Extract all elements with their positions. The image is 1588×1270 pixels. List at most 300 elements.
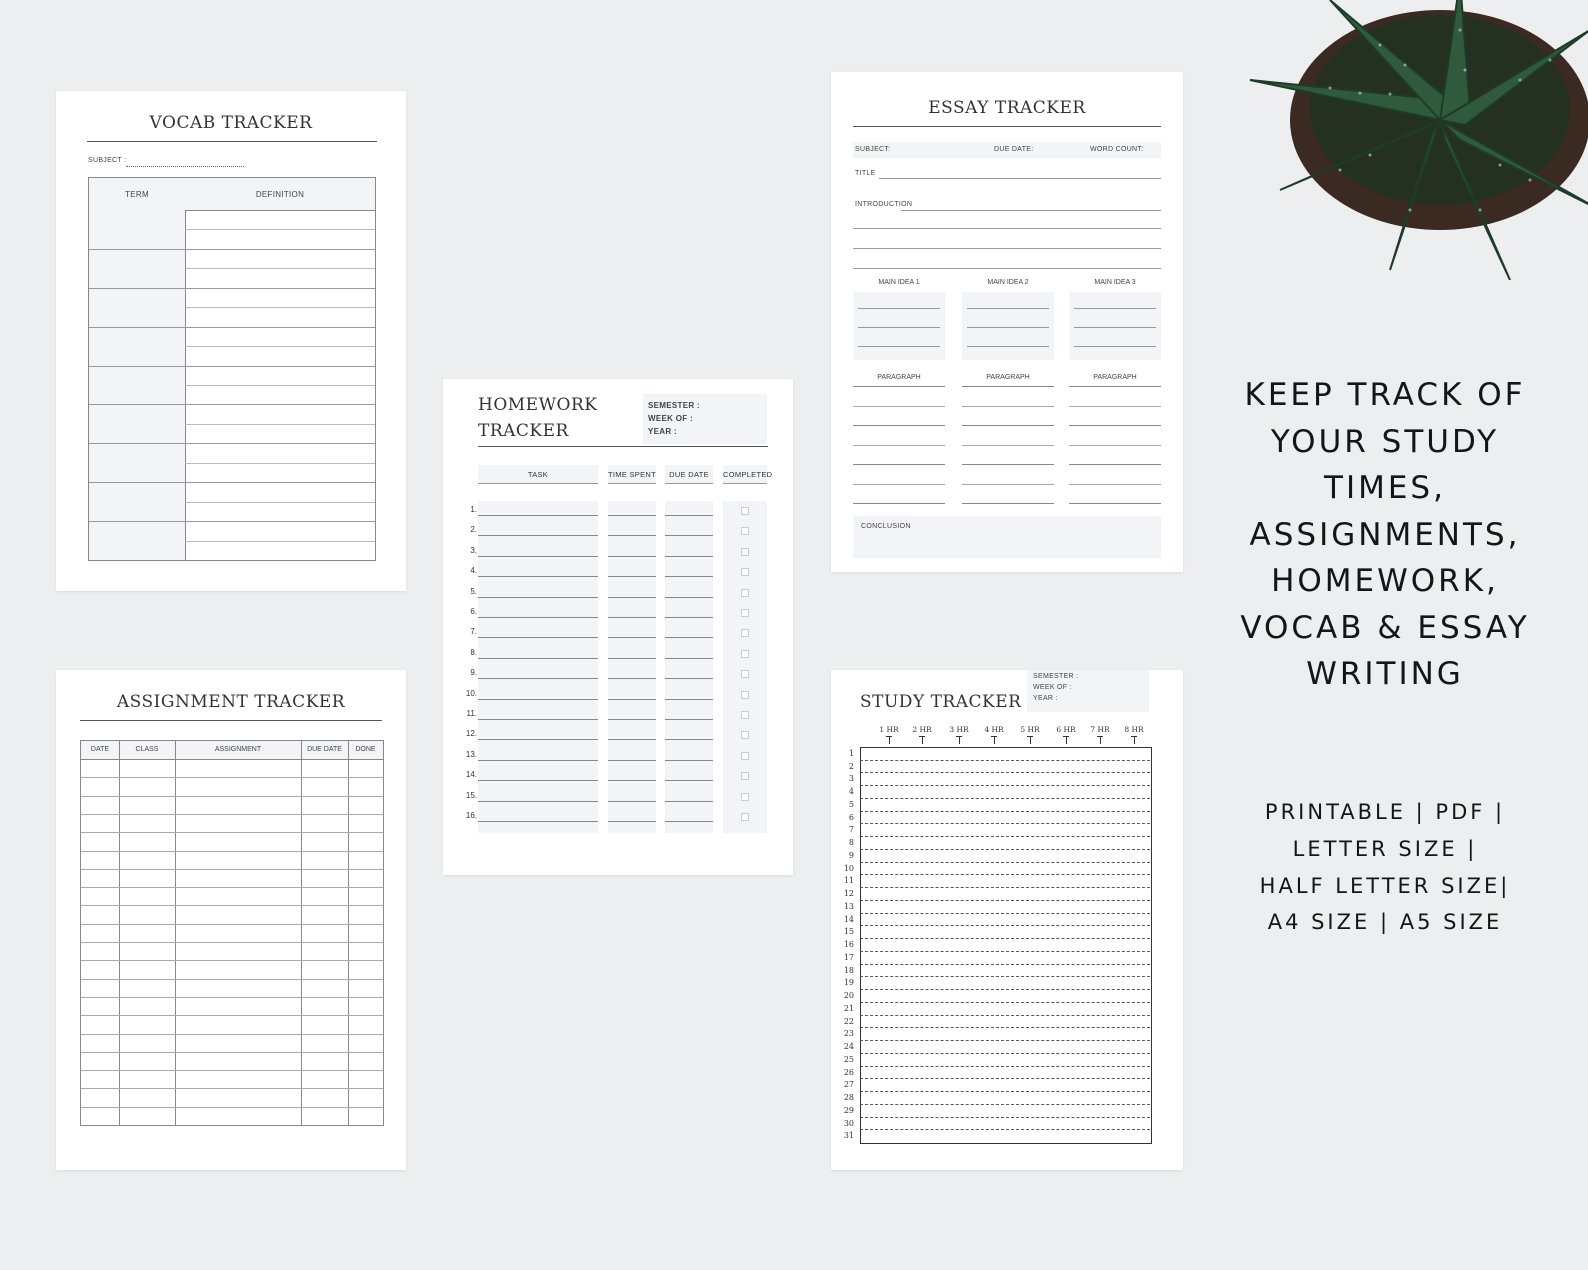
homework-checkbox: [741, 711, 749, 719]
assignment-row-line: [81, 960, 383, 961]
study-row-line: [860, 811, 1150, 812]
homework-row-number: 16.: [465, 811, 477, 820]
homework-row-line: [608, 678, 656, 679]
study-hour-tick: [1100, 736, 1101, 744]
assignment-col-divider: [119, 741, 120, 1125]
study-day-number: 19: [843, 978, 854, 988]
study-day-number: 4: [848, 787, 854, 797]
assignment-col-header: DATE: [90, 746, 110, 753]
vocab-def-subline: [185, 307, 375, 308]
homework-checkbox: [741, 548, 749, 556]
essay-main-idea-line: [1074, 327, 1156, 328]
essay-paragraph-line: [1069, 425, 1161, 426]
homework-row-line: [608, 739, 656, 740]
homework-row-number: 5.: [470, 586, 477, 596]
homework-row-line: [478, 637, 598, 638]
promo-headline-line: VOCAB & ESSAY: [1240, 609, 1530, 646]
study-title: STUDY TRACKER: [860, 692, 1022, 712]
homework-row-line: [478, 760, 598, 761]
essay-paragraph-line: [1069, 484, 1161, 485]
assignment-row-line: [81, 814, 383, 815]
study-row-line: [860, 1053, 1150, 1054]
essay-paragraph-label: PARAGRAPH: [986, 374, 1030, 381]
vocab-row-line: [89, 482, 375, 483]
assignment-row-line: [81, 851, 383, 852]
essay-paragraph-line: [1069, 386, 1161, 387]
essay-paragraph-line: [962, 425, 1054, 426]
essay-title: ESSAY TRACKER: [928, 98, 1086, 118]
vocab-def-subline: [185, 463, 375, 464]
homework-row-number: 13.: [465, 749, 477, 759]
promo-headline-line: KEEP TRACK OF: [1244, 377, 1526, 413]
assignment-row-line: [81, 1070, 383, 1071]
homework-row-line: [608, 637, 656, 638]
essay-due-date-label: DUE DATE:: [994, 146, 1034, 153]
essay-main-idea-line: [1074, 346, 1156, 347]
assignment-row-line: [81, 979, 383, 980]
study-day-number: 17: [843, 952, 854, 962]
vocab-col-term: TERM: [125, 190, 149, 199]
assignment-col-divider: [175, 741, 176, 1125]
assignment-row-line: [81, 1034, 383, 1035]
study-day-number: 24: [843, 1042, 854, 1052]
essay-main-idea-label: MAIN IDEA 3: [1094, 279, 1136, 286]
promo-format-line: PRINTABLE | PDF |: [1264, 800, 1506, 824]
vocab-row-line: [89, 521, 375, 522]
study-day-number: 16: [843, 940, 854, 950]
study-hour-label: 7 HR: [1090, 725, 1110, 734]
study-day-number: 6: [848, 812, 854, 822]
vocab-tracker-sheet: [56, 91, 406, 591]
homework-row-line: [665, 658, 713, 659]
homework-row-line: [608, 515, 656, 516]
study-hour-tick: [1030, 736, 1031, 744]
study-day-number: 10: [843, 863, 854, 873]
study-row-line: [860, 887, 1150, 888]
homework-week-label: WEEK OF :: [648, 414, 693, 423]
homework-checkbox: [741, 568, 749, 576]
essay-paragraph-line: [1069, 445, 1161, 446]
homework-checkbox: [741, 813, 749, 821]
homework-semester-label: SEMESTER :: [648, 401, 700, 410]
study-row-line: [860, 1066, 1150, 1067]
assignment-row-line: [81, 1015, 383, 1016]
vocab-subject-line: [126, 166, 244, 167]
promo-headline-line: ASSIGNMENTS,: [1249, 516, 1521, 553]
essay-intro-line-1: [901, 210, 1161, 211]
study-hour-tick: [994, 736, 995, 744]
essay-paragraph-line: [1069, 503, 1161, 504]
assignment-row-line: [81, 942, 383, 943]
study-day-number: 12: [843, 889, 854, 899]
homework-column-panel: [665, 501, 713, 833]
essay-paragraph-line: [1069, 464, 1161, 465]
study-day-number: 31: [843, 1131, 854, 1141]
assignment-row-line: [81, 905, 383, 906]
assignment-row-line: [81, 869, 383, 870]
homework-row-number: 10.: [465, 688, 477, 698]
study-day-number: 9: [848, 850, 854, 860]
homework-row-line: [665, 617, 713, 618]
homework-row-line: [665, 556, 713, 557]
assignment-row-line: [81, 924, 383, 925]
homework-row-line: [665, 739, 713, 740]
homework-row-line: [665, 760, 713, 761]
homework-row-line: [608, 535, 656, 536]
homework-row-line: [665, 576, 713, 577]
promo-format-line: A4 SIZE | A5 SIZE: [1267, 910, 1503, 935]
study-day-number: 28: [843, 1093, 854, 1103]
study-row-line: [860, 913, 1150, 914]
study-day-number: 27: [843, 1080, 854, 1090]
study-day-number: 15: [843, 927, 854, 937]
homework-row-line: [665, 699, 713, 700]
study-row-line: [860, 874, 1150, 875]
study-row-line: [860, 1104, 1150, 1105]
essay-main-idea-box: [1069, 292, 1161, 360]
homework-row-line: [478, 678, 598, 679]
homework-row-line: [478, 699, 598, 700]
assignment-title-rule: [80, 720, 382, 721]
homework-row-line: [665, 821, 713, 822]
study-row-line: [860, 1091, 1150, 1092]
promo-headline-line: HOMEWORK,: [1271, 563, 1499, 599]
homework-checkbox: [741, 691, 749, 699]
essay-main-idea-line: [1074, 308, 1156, 309]
study-row-line: [860, 785, 1150, 786]
study-day-number: 5: [848, 799, 854, 809]
assignment-col-header: ASSIGNMENT: [214, 746, 262, 753]
homework-row-line: [478, 739, 598, 740]
homework-row-line: [478, 821, 598, 822]
vocab-row-line: [89, 288, 375, 289]
homework-checkbox: [741, 670, 749, 678]
homework-title-line1: HOMEWORK: [478, 395, 598, 415]
assignment-row-line: [81, 887, 383, 888]
essay-paragraph-line: [962, 445, 1054, 446]
assignment-title: ASSIGNMENT TRACKER: [116, 692, 346, 712]
homework-row-line: [608, 699, 656, 700]
homework-row-line: [665, 678, 713, 679]
study-row-line: [860, 760, 1150, 761]
homework-row-line: [478, 719, 598, 720]
homework-row-number: 4.: [470, 566, 477, 576]
study-row-line: [860, 836, 1150, 837]
essay-main-idea-line: [967, 327, 1049, 328]
essay-paragraph-line: [962, 406, 1054, 407]
vocab-def-subline: [185, 268, 375, 269]
study-row-line: [860, 964, 1150, 965]
plant-decoration: [1210, 0, 1588, 280]
essay-main-idea-box: [962, 292, 1054, 360]
homework-row-line: [608, 556, 656, 557]
homework-checkbox: [741, 731, 749, 739]
homework-col-header: TASK: [527, 470, 549, 479]
essay-subject-label: SUBJECT:: [855, 146, 891, 153]
study-day-number: 8: [848, 838, 854, 848]
study-hour-label: 4 HR: [984, 725, 1004, 734]
study-row-line: [860, 862, 1150, 863]
homework-checkbox: [741, 589, 749, 597]
essay-paragraph-line: [962, 484, 1054, 485]
essay-paragraph-line: [962, 386, 1054, 387]
essay-main-idea-label: MAIN IDEA 1: [878, 279, 920, 286]
homework-row-line: [608, 597, 656, 598]
homework-row-line: [478, 780, 598, 781]
vocab-title-rule: [87, 141, 377, 142]
homework-row-line: [665, 535, 713, 536]
study-day-number: 18: [843, 965, 854, 975]
vocab-def-subline: [185, 385, 375, 386]
promo-headline-line: TIMES,: [1324, 470, 1446, 506]
essay-paragraph-line: [962, 503, 1054, 504]
vocab-table: [88, 177, 376, 561]
homework-row-line: [478, 658, 598, 659]
study-row-line: [860, 1078, 1150, 1079]
essay-conclusion-label: CONCLUSION: [861, 523, 911, 530]
assignment-row-line: [81, 997, 383, 998]
vocab-term-column: [89, 210, 186, 560]
essay-title-label: TITLE: [855, 170, 876, 177]
essay-intro-line-2: [853, 228, 1161, 229]
essay-main-idea-line: [967, 346, 1049, 347]
homework-row-line: [608, 801, 656, 802]
essay-main-idea-label: MAIN IDEA 2: [987, 279, 1029, 286]
study-row-line: [860, 798, 1150, 799]
vocab-def-subline: [185, 346, 375, 347]
homework-row-number: 9.: [470, 668, 477, 678]
vocab-def-subline: [185, 541, 375, 542]
homework-row-line: [608, 780, 656, 781]
study-row-line: [860, 900, 1150, 901]
study-hour-tick: [922, 736, 923, 744]
homework-row-line: [478, 535, 598, 536]
essay-intro-line-3: [853, 248, 1161, 249]
essay-paragraph-line: [853, 386, 945, 387]
promo-formats: [1230, 794, 1540, 941]
study-grid-frame: [860, 747, 1152, 1144]
vocab-def-subline: [185, 229, 375, 230]
homework-title-line2: TRACKER: [478, 421, 569, 441]
assignment-row-line: [81, 777, 383, 778]
study-day-number: 7: [848, 825, 854, 835]
study-hour-label: 1 HR: [879, 725, 899, 734]
study-hour-label: 6 HR: [1056, 725, 1076, 734]
essay-introduction-label: INTRODUCTION: [855, 201, 913, 208]
study-hour-label: 8 HR: [1124, 725, 1144, 734]
homework-row-line: [665, 780, 713, 781]
assignment-row-line: [81, 1052, 383, 1053]
essay-main-idea-line: [967, 308, 1049, 309]
homework-row-number: 12.: [465, 729, 477, 739]
homework-row-line: [665, 637, 713, 638]
homework-row-number: 6.: [470, 607, 477, 616]
essay-word-count-label: WORD COUNT:: [1090, 146, 1144, 153]
homework-col-header: COMPLETED: [723, 470, 773, 479]
homework-column-panel: [478, 501, 598, 833]
study-day-number: 26: [843, 1067, 854, 1077]
assignment-col-header: DONE: [355, 746, 376, 753]
study-row-line: [860, 976, 1150, 977]
study-row-line: [860, 938, 1150, 939]
vocab-subject-label: SUBJECT :: [88, 157, 127, 164]
promo-headline: [1230, 372, 1540, 698]
homework-row-number: 2.: [470, 525, 477, 535]
vocab-def-subline: [185, 424, 375, 425]
assignment-col-header: CLASS: [135, 746, 159, 753]
study-hour-label: 5 HR: [1020, 725, 1040, 734]
promo-format-line: LETTER SIZE |: [1292, 836, 1478, 861]
study-day-number: 25: [843, 1054, 854, 1064]
homework-row-number: 8.: [470, 647, 477, 657]
study-row-line: [860, 1129, 1150, 1130]
vocab-row-line: [89, 443, 375, 444]
homework-row-line: [608, 617, 656, 618]
study-tracker-sheet: [831, 670, 1183, 1170]
homework-tracker-sheet: [443, 379, 793, 875]
homework-checkbox: [741, 752, 749, 760]
homework-row-line: [478, 801, 598, 802]
study-hour-tick: [1134, 736, 1135, 744]
study-day-number: 11: [843, 876, 854, 886]
homework-row-line: [665, 515, 713, 516]
essay-main-idea-line: [858, 308, 940, 309]
homework-row-number: 14.: [465, 770, 477, 780]
homework-row-line: [478, 515, 598, 516]
homework-checkbox: [741, 629, 749, 637]
vocab-row-line: [89, 404, 375, 405]
study-row-line: [860, 1002, 1150, 1003]
study-row-line: [860, 1040, 1150, 1041]
study-day-number: 1: [848, 749, 854, 758]
essay-title-rule: [853, 126, 1161, 127]
assignment-row-line: [81, 796, 383, 797]
homework-checkbox: [741, 527, 749, 535]
assignment-col-header: DUE DATE: [307, 746, 342, 753]
study-day-number: 23: [843, 1029, 854, 1039]
homework-row-number: 15.: [465, 790, 477, 800]
vocab-col-definition: DEFINITION: [255, 190, 305, 199]
homework-checkbox: [741, 507, 749, 515]
study-year-label: YEAR :: [1033, 695, 1058, 702]
homework-row-number: 3.: [470, 545, 477, 555]
essay-paragraph-line: [853, 406, 945, 407]
study-row-line: [860, 849, 1150, 850]
homework-row-line: [478, 597, 598, 598]
study-semester-label: SEMESTER :: [1033, 673, 1079, 680]
study-hour-tick: [1066, 736, 1067, 744]
homework-year-label: YEAR :: [648, 427, 677, 436]
study-day-number: 14: [843, 914, 854, 924]
assignment-col-divider: [348, 741, 349, 1125]
essay-intro-line-4: [853, 268, 1161, 269]
homework-title-rule: [478, 446, 768, 447]
essay-paragraph-line: [1069, 406, 1161, 407]
assignment-row-line: [81, 1088, 383, 1089]
promo-headline-line: YOUR STUDY: [1270, 423, 1500, 460]
essay-paragraph-line: [962, 464, 1054, 465]
homework-checkbox: [741, 772, 749, 780]
study-row-line: [860, 823, 1150, 824]
study-row-line: [860, 1027, 1150, 1028]
essay-paragraph-line: [853, 445, 945, 446]
homework-row-number: 1.: [470, 505, 477, 514]
study-hour-label: 2 HR: [912, 725, 932, 734]
study-hour-tick: [959, 736, 960, 744]
study-day-number: 20: [843, 991, 854, 1001]
study-day-number: 21: [843, 1003, 854, 1013]
study-week-label: WEEK OF :: [1033, 684, 1072, 691]
homework-row-number: 11.: [466, 709, 477, 718]
essay-title-line: [879, 178, 1161, 179]
essay-paragraph-line: [853, 425, 945, 426]
study-day-number: 29: [843, 1105, 854, 1115]
study-row-line: [860, 989, 1150, 990]
essay-tracker-sheet: [831, 72, 1183, 572]
homework-row-line: [608, 576, 656, 577]
essay-paragraph-line: [853, 464, 945, 465]
homework-row-line: [478, 556, 598, 557]
homework-row-line: [608, 760, 656, 761]
homework-row-line: [608, 821, 656, 822]
essay-paragraph-label: PARAGRAPH: [1093, 374, 1137, 381]
homework-row-line: [608, 719, 656, 720]
homework-row-line: [665, 801, 713, 802]
study-row-line: [860, 951, 1150, 952]
study-row-line: [860, 1015, 1150, 1016]
homework-col-header: DUE DATE: [669, 470, 709, 479]
homework-row-line: [608, 658, 656, 659]
vocab-title: VOCAB TRACKER: [149, 113, 313, 133]
study-day-number: 22: [843, 1016, 854, 1026]
assignment-col-divider: [301, 741, 302, 1125]
essay-main-idea-box: [853, 292, 945, 360]
homework-row-line: [478, 617, 598, 618]
study-row-line: [860, 925, 1150, 926]
vocab-def-subline: [185, 502, 375, 503]
homework-row-line: [478, 576, 598, 577]
essay-paragraph-line: [853, 503, 945, 504]
homework-column-panel: [608, 501, 656, 833]
study-row-line: [860, 1117, 1150, 1118]
promo-format-line: HALF LETTER SIZE|: [1259, 873, 1511, 898]
homework-col-header: TIME SPENT: [608, 470, 657, 479]
study-day-number: 30: [843, 1118, 854, 1128]
vocab-row-line: [89, 327, 375, 328]
homework-row-line: [665, 719, 713, 720]
essay-paragraph-line: [853, 484, 945, 485]
study-hour-label: 3 HR: [949, 725, 969, 734]
essay-main-idea-line: [858, 346, 940, 347]
study-day-number: 13: [843, 901, 854, 911]
assignment-row-line: [81, 832, 383, 833]
homework-checkbox: [741, 793, 749, 801]
study-day-number: 3: [848, 774, 854, 784]
homework-checkbox: [741, 650, 749, 658]
assignment-table: [80, 740, 384, 1126]
homework-row-number: 7.: [470, 627, 477, 637]
study-row-line: [860, 772, 1150, 773]
vocab-row-line: [89, 366, 375, 367]
assignment-row-line: [81, 1107, 383, 1108]
essay-main-idea-line: [858, 327, 940, 328]
homework-row-line: [665, 597, 713, 598]
assignment-tracker-sheet: [56, 670, 406, 1170]
study-day-number: 2: [848, 761, 854, 771]
study-hour-tick: [889, 736, 890, 744]
promo-headline-line: WRITING: [1306, 656, 1464, 692]
vocab-row-line: [89, 249, 375, 250]
